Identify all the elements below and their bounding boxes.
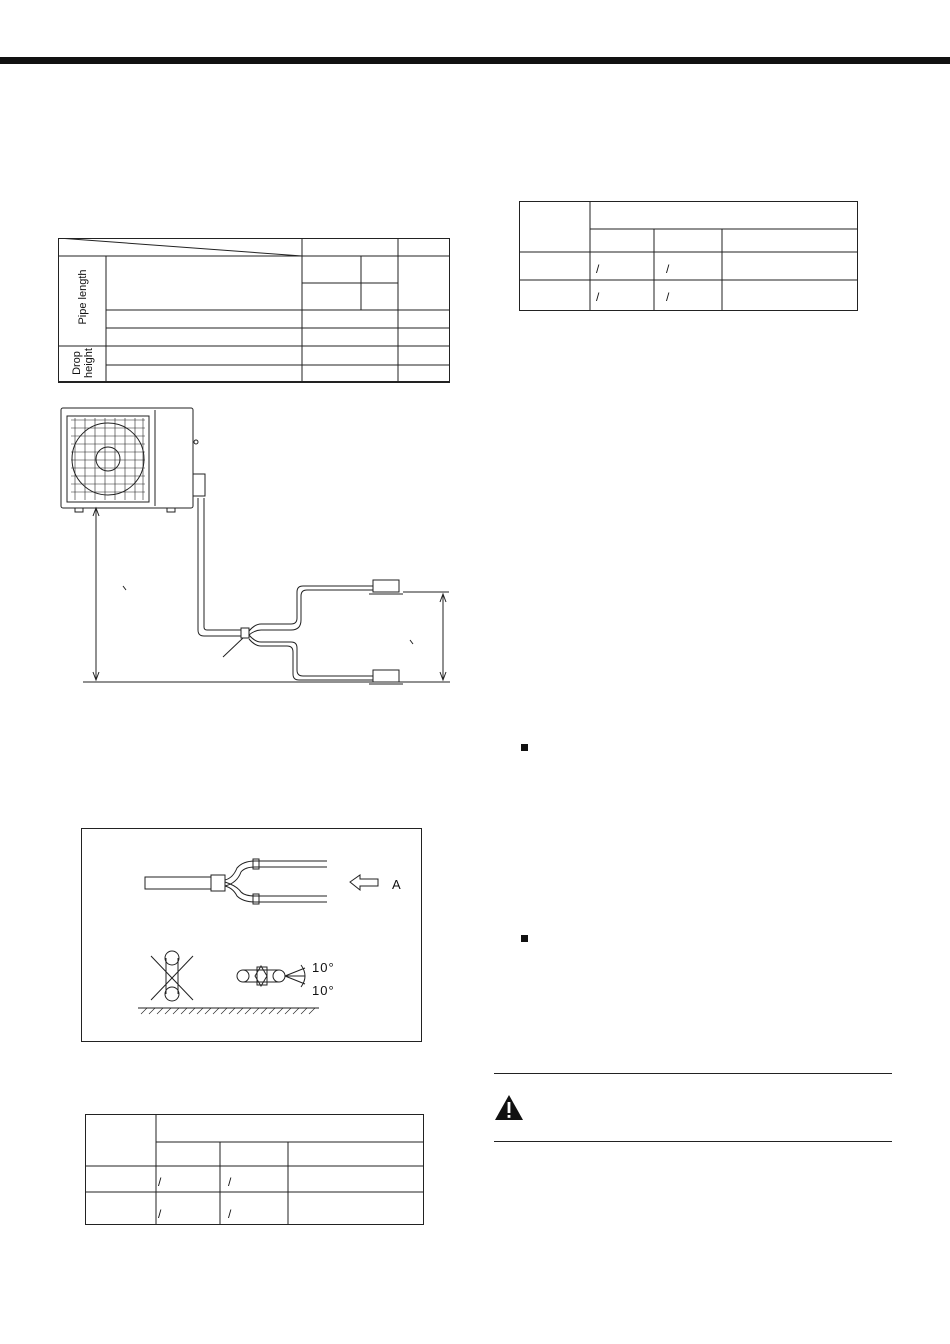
slash-mark: / bbox=[596, 262, 600, 276]
slash-mark: / bbox=[596, 290, 600, 304]
slash-mark: / bbox=[158, 1207, 162, 1221]
bullet-marker bbox=[521, 935, 528, 942]
outdoor-unit-piping-diagram bbox=[55, 402, 455, 692]
drop-height-label bbox=[71, 335, 95, 391]
pipe-length-table bbox=[58, 238, 450, 383]
slash-mark: / bbox=[666, 262, 670, 276]
branch-joint-drawing bbox=[81, 828, 422, 1042]
warning-bottom-rule bbox=[494, 1141, 892, 1142]
branch-joint-diagram-box bbox=[81, 828, 422, 1042]
pipe-length-table-lines bbox=[58, 238, 450, 383]
arrow-a-label: A bbox=[392, 877, 401, 892]
header-rule bbox=[0, 57, 950, 64]
slash-mark: / bbox=[228, 1207, 232, 1221]
pipe-length-label: Pipe length bbox=[77, 269, 89, 325]
slash-mark: / bbox=[228, 1175, 232, 1189]
spec-table-top bbox=[519, 201, 858, 311]
slash-mark: / bbox=[666, 290, 670, 304]
warning-triangle-icon bbox=[494, 1094, 524, 1122]
spec-table-bottom-lines bbox=[85, 1114, 424, 1225]
angle-upper-label: 10° bbox=[312, 960, 335, 975]
drop-label-line2: height bbox=[83, 348, 95, 378]
spec-table-bottom bbox=[85, 1114, 424, 1225]
angle-lower-label: 10° bbox=[312, 983, 335, 998]
bullet-marker bbox=[521, 744, 528, 751]
slash-mark: / bbox=[158, 1175, 162, 1189]
spec-table-top-lines bbox=[519, 201, 858, 311]
drop-label-line1: Drop bbox=[71, 351, 83, 375]
warning-top-rule bbox=[494, 1073, 892, 1074]
